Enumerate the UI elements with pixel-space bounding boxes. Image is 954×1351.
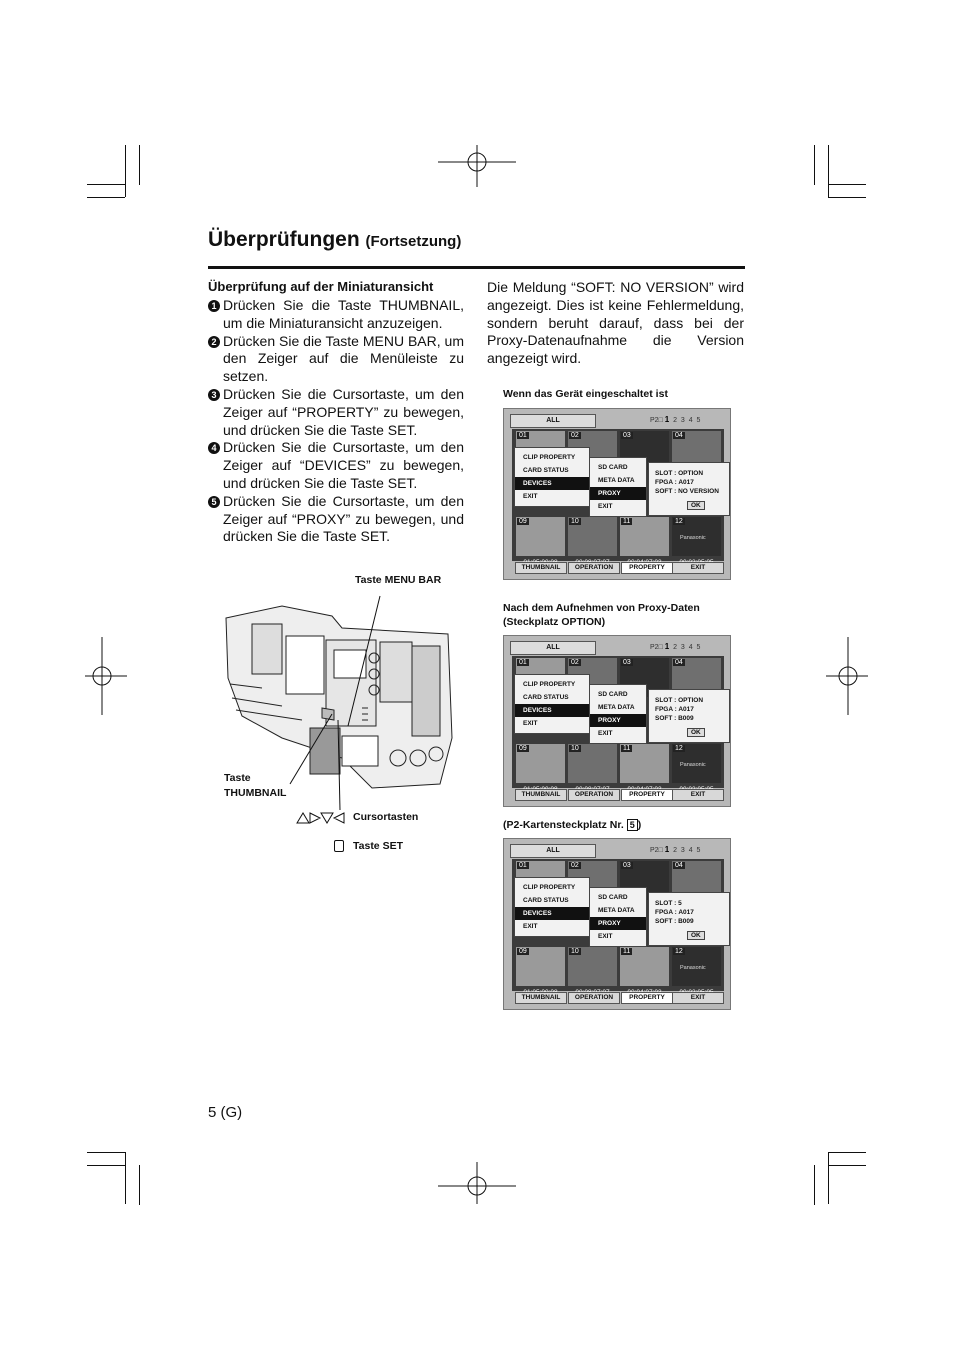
crop-mark bbox=[87, 1152, 125, 1153]
menu-item-card-status[interactable]: CARD STATUS bbox=[523, 467, 569, 474]
tile-number: 12 bbox=[675, 518, 683, 525]
label-cursor-keys: Cursortasten bbox=[353, 811, 419, 823]
property-menu bbox=[514, 877, 590, 937]
tile-number: 02 bbox=[571, 432, 579, 439]
step-number-icon: 1 bbox=[208, 300, 220, 312]
thumbnail-tile bbox=[672, 947, 721, 986]
ok-button[interactable]: OK bbox=[687, 501, 705, 510]
step-item bbox=[208, 439, 464, 492]
tile-number: 01 bbox=[519, 659, 527, 666]
tile-number: 12 bbox=[675, 745, 683, 752]
slot-4: 4 bbox=[688, 644, 693, 651]
info-slot: SLOT : OPTION bbox=[655, 470, 704, 477]
thumbnail-grid bbox=[512, 429, 724, 561]
slot-3: 3 bbox=[680, 644, 685, 651]
proxy-info-dialog bbox=[648, 462, 730, 516]
menu-item-exit[interactable]: EXIT bbox=[523, 923, 538, 930]
thumbnail-tile bbox=[568, 947, 617, 986]
thumbnail-tile bbox=[568, 517, 617, 556]
tile-number: 04 bbox=[675, 659, 683, 666]
crop-mark bbox=[87, 197, 125, 198]
submenu-item-exit[interactable]: EXIT bbox=[598, 730, 613, 737]
slot-3: 3 bbox=[680, 847, 685, 854]
slot-2: 2 bbox=[673, 644, 677, 651]
thumbnail-button[interactable]: THUMBNAIL bbox=[515, 562, 567, 574]
crop-mark bbox=[125, 145, 126, 197]
registration-mark bbox=[438, 145, 516, 187]
exit-button[interactable]: EXIT bbox=[672, 562, 724, 574]
registration-mark bbox=[85, 637, 127, 715]
title-rule bbox=[208, 266, 745, 269]
tile-number: 09 bbox=[519, 745, 527, 752]
crop-mark bbox=[87, 1165, 125, 1166]
page-number: 5 (G) bbox=[208, 1104, 243, 1121]
slot-5: 5 bbox=[696, 847, 701, 854]
property-button[interactable]: PROPERTY bbox=[621, 992, 673, 1004]
info-fpga: FPGA : A017 bbox=[655, 479, 694, 486]
step-number-icon: 4 bbox=[208, 442, 220, 454]
slot-5: 5 bbox=[696, 644, 701, 651]
tile-number: 04 bbox=[675, 862, 683, 869]
thumbnail-tile bbox=[568, 744, 617, 783]
crop-mark bbox=[828, 1165, 866, 1166]
crop-mark bbox=[125, 1152, 126, 1204]
step-item bbox=[208, 386, 464, 439]
crop-mark bbox=[139, 145, 140, 185]
step-text: Drücken Sie die Taste MENU BAR, um den Zeiger auf die Menüleiste zu setzen. bbox=[223, 332, 464, 385]
submenu-item-sd-card[interactable]: SD CARD bbox=[598, 894, 628, 901]
submenu-item-proxy[interactable]: PROXY bbox=[590, 487, 646, 500]
info-soft: SOFT : B009 bbox=[655, 918, 694, 925]
menu-item-devices[interactable]: DEVICES bbox=[515, 704, 589, 717]
slot-indicator: P2□ 1 2 3 4 5 bbox=[650, 415, 701, 424]
crop-mark bbox=[139, 1165, 140, 1205]
caption-screen3-prefix: (P2-Kartensteckplatz Nr. bbox=[503, 819, 624, 831]
property-button[interactable]: PROPERTY bbox=[621, 789, 673, 801]
tile-number: 03 bbox=[623, 659, 631, 666]
label-thumbnail-1: Taste bbox=[224, 772, 251, 784]
caption-screen1: Wenn das Gerät eingeschaltet ist bbox=[503, 388, 668, 400]
slot-4: 4 bbox=[688, 417, 693, 424]
submenu-item-meta-data[interactable]: META DATA bbox=[598, 477, 635, 484]
thumbnail-screen-1 bbox=[503, 408, 731, 580]
operation-button[interactable]: OPERATION bbox=[568, 992, 620, 1004]
devices-submenu bbox=[589, 684, 647, 744]
crop-mark bbox=[87, 184, 125, 185]
submenu-item-proxy[interactable]: PROXY bbox=[590, 714, 646, 727]
tile-number: 03 bbox=[623, 862, 631, 869]
caption-screen3-suffix: ) bbox=[637, 819, 642, 831]
screen-button-row bbox=[512, 992, 724, 1004]
devices-submenu bbox=[589, 887, 647, 947]
registration-mark bbox=[826, 637, 868, 715]
proxy-info-dialog bbox=[648, 689, 730, 743]
operation-button[interactable]: OPERATION bbox=[568, 789, 620, 801]
slot-p2: P2 bbox=[650, 847, 659, 854]
info-fpga: FPGA : A017 bbox=[655, 706, 694, 713]
tile-number: 10 bbox=[571, 518, 579, 525]
cursor-keys-icon bbox=[296, 811, 346, 825]
ok-button[interactable]: OK bbox=[687, 728, 705, 737]
tile-brand: Panasonic bbox=[680, 965, 706, 971]
slot-1: 1 bbox=[664, 415, 670, 424]
thumbnail-tile bbox=[620, 517, 669, 556]
slot-1: 1 bbox=[664, 845, 670, 854]
title-text: Überprüfungen bbox=[208, 228, 360, 251]
camera-illustration bbox=[222, 588, 458, 818]
tile-number: 11 bbox=[623, 948, 631, 955]
exit-button[interactable]: EXIT bbox=[672, 992, 724, 1004]
label-menu-bar: Taste MENU BAR bbox=[355, 574, 442, 586]
menu-item-card-status[interactable]: CARD STATUS bbox=[523, 694, 569, 701]
thumbnail-screen-3 bbox=[503, 838, 731, 1010]
menu-item-clip-property[interactable]: CLIP PROPERTY bbox=[523, 884, 576, 891]
slot-4: 4 bbox=[688, 847, 693, 854]
exit-button[interactable]: EXIT bbox=[672, 789, 724, 801]
slot-3: 3 bbox=[680, 417, 685, 424]
thumbnail-button[interactable]: THUMBNAIL bbox=[515, 992, 567, 1004]
screen-button-row bbox=[512, 562, 724, 574]
tile-number: 03 bbox=[623, 432, 631, 439]
crop-mark bbox=[828, 145, 829, 197]
step-item bbox=[208, 333, 464, 386]
property-menu bbox=[514, 674, 590, 734]
submenu-item-exit[interactable]: EXIT bbox=[598, 503, 613, 510]
thumbnail-tile bbox=[620, 947, 669, 986]
tile-number: 02 bbox=[571, 659, 579, 666]
thumbnail-tile bbox=[672, 517, 721, 556]
crop-mark bbox=[828, 1152, 829, 1204]
ok-button[interactable]: OK bbox=[687, 931, 705, 940]
label-thumbnail-2: THUMBNAIL bbox=[224, 787, 287, 799]
step-number-icon: 2 bbox=[208, 336, 220, 348]
slot-1: 1 bbox=[664, 642, 670, 651]
step-number-icon: 3 bbox=[208, 389, 220, 401]
menu-item-clip-property[interactable]: CLIP PROPERTY bbox=[523, 681, 576, 688]
slot-5: 5 bbox=[696, 417, 701, 424]
caption-screen2-line1: Nach dem Aufnehmen von Proxy-Daten bbox=[503, 602, 700, 614]
crop-mark bbox=[828, 184, 866, 185]
devices-submenu bbox=[589, 457, 647, 517]
thumbnail-tile bbox=[516, 517, 565, 556]
submenu-item-meta-data[interactable]: META DATA bbox=[598, 907, 635, 914]
all-label: ALL bbox=[510, 414, 596, 428]
submenu-item-sd-card[interactable]: SD CARD bbox=[598, 464, 628, 471]
info-slot: SLOT : OPTION bbox=[655, 697, 704, 704]
screen-button-row bbox=[512, 789, 724, 801]
tile-number: 04 bbox=[675, 432, 683, 439]
slot-indicator: P2□ 1 2 3 4 5 bbox=[650, 845, 701, 854]
info-soft: SOFT : NO VERSION bbox=[655, 488, 719, 495]
step-text: Drücken Sie die Cursortaste, um den Zeiger auf “PROPERTY” zu bewegen, und drücken Sie die Taste SET. bbox=[223, 385, 464, 438]
menu-item-clip-property[interactable]: CLIP PROPERTY bbox=[523, 454, 576, 461]
crop-mark bbox=[828, 197, 866, 198]
info-fpga: FPGA : A017 bbox=[655, 909, 694, 916]
tile-number: 10 bbox=[571, 745, 579, 752]
slot-number-box: 5 bbox=[627, 819, 638, 831]
registration-mark bbox=[438, 1162, 516, 1204]
step-item bbox=[208, 297, 464, 333]
tile-number: 11 bbox=[623, 518, 631, 525]
menu-item-exit[interactable]: EXIT bbox=[523, 493, 538, 500]
thumbnail-tile bbox=[620, 744, 669, 783]
thumbnail-grid bbox=[512, 656, 724, 788]
thumbnail-grid bbox=[512, 859, 724, 991]
step-item bbox=[208, 493, 464, 546]
crop-mark bbox=[828, 1152, 866, 1153]
tile-number: 01 bbox=[519, 862, 527, 869]
menu-item-exit[interactable]: EXIT bbox=[523, 720, 538, 727]
tile-number: 02 bbox=[571, 862, 579, 869]
tile-number: 11 bbox=[623, 745, 631, 752]
submenu-item-sd-card[interactable]: SD CARD bbox=[598, 691, 628, 698]
slot-p2: P2 bbox=[650, 644, 659, 651]
tile-brand: Panasonic bbox=[680, 762, 706, 768]
slot-p2: P2 bbox=[650, 417, 659, 424]
thumbnail-button[interactable]: THUMBNAIL bbox=[515, 789, 567, 801]
tile-brand: Panasonic bbox=[680, 535, 706, 541]
submenu-item-meta-data[interactable]: META DATA bbox=[598, 704, 635, 711]
section-title: Überprüfung auf der Miniaturansicht bbox=[208, 279, 434, 294]
info-slot: SLOT : 5 bbox=[655, 900, 682, 907]
property-button[interactable]: PROPERTY bbox=[621, 562, 673, 574]
thumbnail-tile bbox=[672, 744, 721, 783]
menu-item-card-status[interactable]: CARD STATUS bbox=[523, 897, 569, 904]
slot-2: 2 bbox=[673, 417, 677, 424]
tile-number: 09 bbox=[519, 948, 527, 955]
slot-2: 2 bbox=[673, 847, 677, 854]
caption-screen3 bbox=[503, 819, 641, 832]
thumbnail-tile bbox=[516, 947, 565, 986]
page-title bbox=[208, 228, 461, 252]
crop-mark bbox=[814, 1165, 815, 1205]
property-menu bbox=[514, 447, 590, 507]
submenu-item-proxy[interactable]: PROXY bbox=[590, 917, 646, 930]
step-number-icon: 5 bbox=[208, 496, 220, 508]
submenu-item-exit[interactable]: EXIT bbox=[598, 933, 613, 940]
proxy-note-paragraph: Die Meldung “SOFT: NO VERSION” wird angezeigt. Dies ist keine Fehlermeldung, sondern beruht darauf, dass bei der Proxy-Datenaufnahme die Version angezeigt wird. bbox=[487, 279, 744, 367]
crop-mark bbox=[814, 145, 815, 185]
title-subtitle: (Fortsetzung) bbox=[365, 233, 462, 250]
tile-number: 12 bbox=[675, 948, 683, 955]
slot-indicator: P2□ 1 2 3 4 5 bbox=[650, 642, 701, 651]
step-text: Drücken Sie die Taste THUMBNAIL, um die Miniaturansicht anzuzeigen. bbox=[223, 297, 464, 331]
all-label: ALL bbox=[510, 641, 596, 655]
proxy-info-dialog bbox=[648, 892, 730, 946]
step-text: Drücken Sie die Cursortaste, um den Zeiger auf “DEVICES” zu bewegen, und drücken Sie die Taste SET. bbox=[223, 439, 464, 491]
tile-number: 10 bbox=[571, 948, 579, 955]
operation-button[interactable]: OPERATION bbox=[568, 562, 620, 574]
label-set-key: Taste SET bbox=[353, 840, 403, 852]
step-list bbox=[208, 297, 464, 546]
set-key-icon bbox=[334, 840, 344, 852]
menu-item-devices[interactable]: DEVICES bbox=[515, 477, 589, 490]
step-text: Drücken Sie die Cursortaste, um den Zeiger auf “PROXY” zu bewegen, und drücken Sie die Taste SET. bbox=[223, 492, 464, 545]
thumbnail-tile bbox=[516, 744, 565, 783]
thumbnail-screen-2 bbox=[503, 635, 731, 807]
caption-screen2-line2: (Steckplatz OPTION) bbox=[503, 616, 606, 628]
tile-number: 09 bbox=[519, 518, 527, 525]
info-soft: SOFT : B009 bbox=[655, 715, 694, 722]
all-label: ALL bbox=[510, 844, 596, 858]
tile-number: 01 bbox=[519, 432, 527, 439]
menu-item-devices[interactable]: DEVICES bbox=[515, 907, 589, 920]
